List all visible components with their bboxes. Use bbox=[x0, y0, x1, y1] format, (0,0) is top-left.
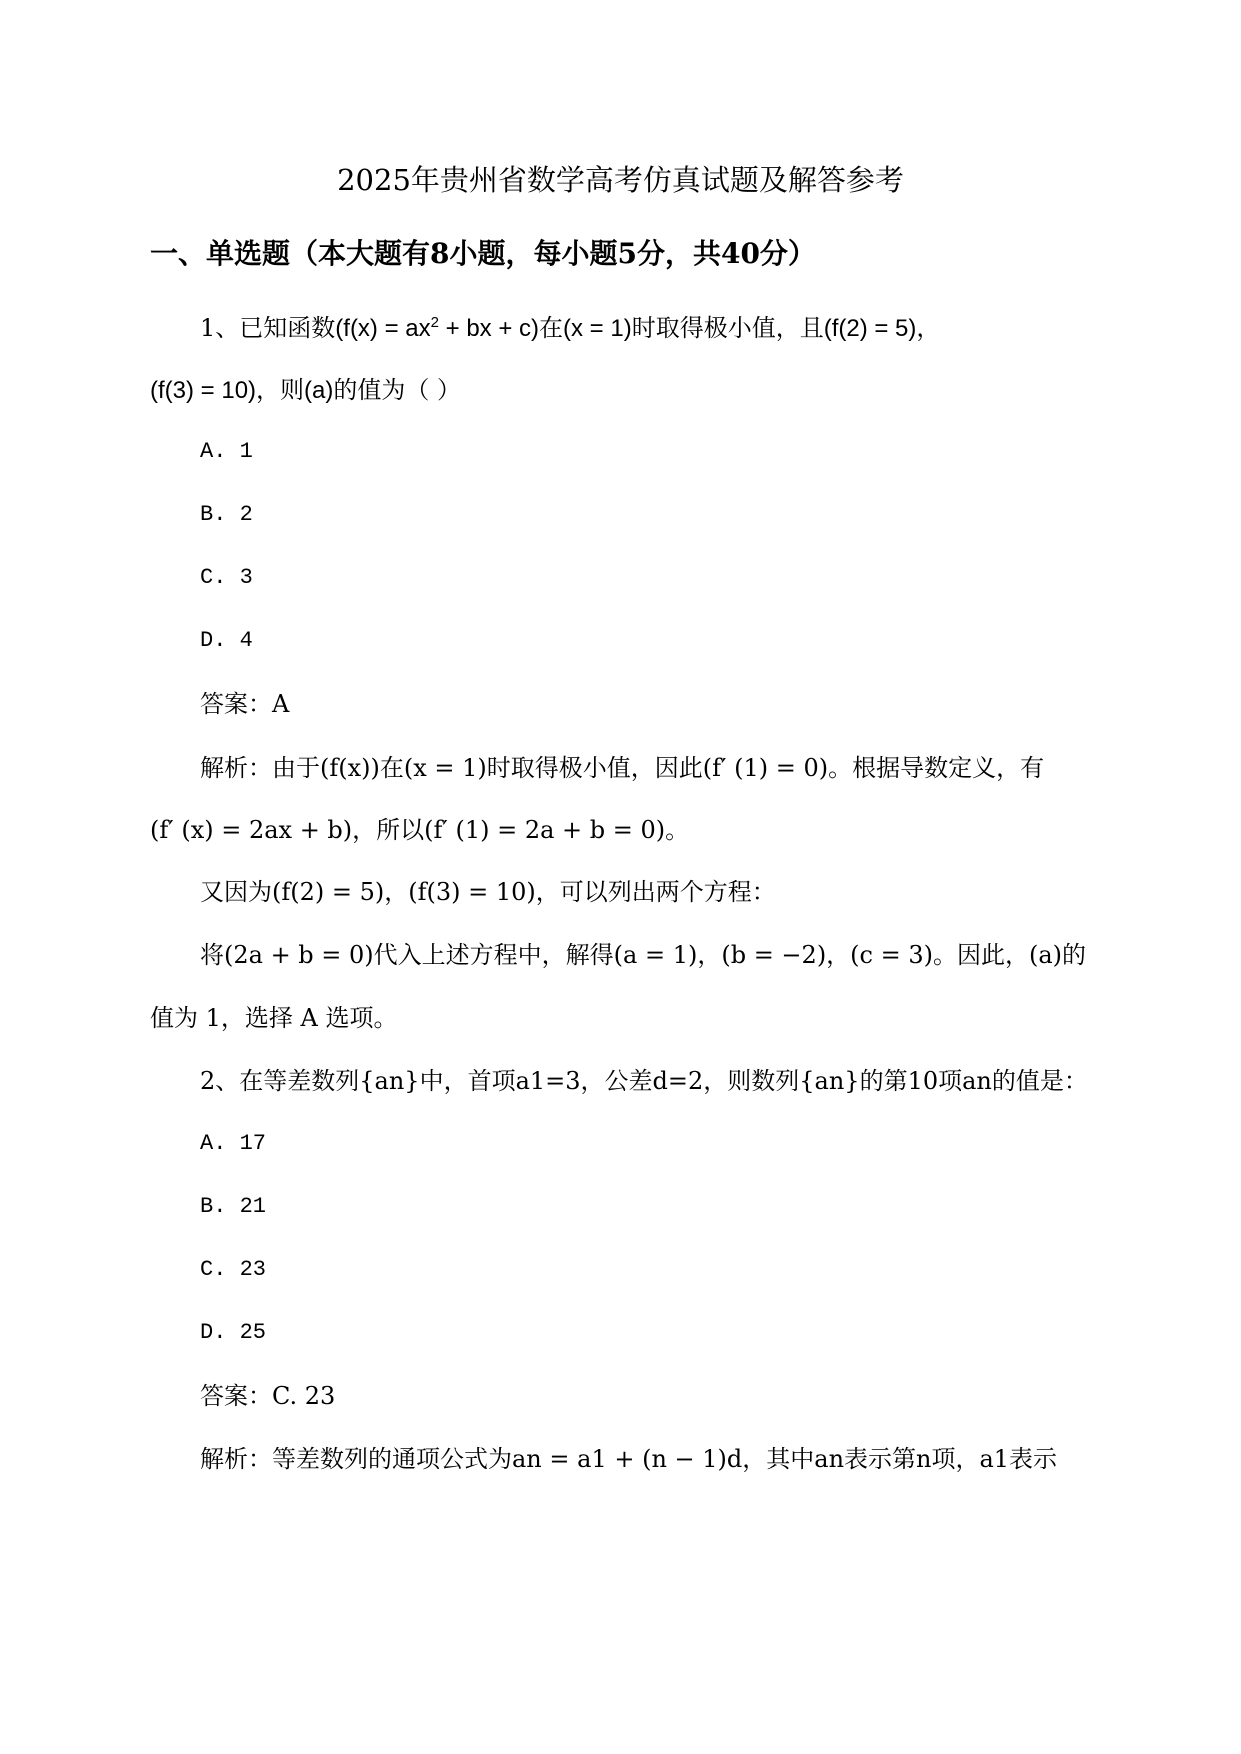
q1-f2: (f(2) = 5) bbox=[823, 315, 917, 342]
q1-stem-mid2: 时取得极小值，且 bbox=[631, 314, 824, 342]
q1-option-a: A. 1 bbox=[200, 439, 253, 464]
q2-option-c: C. 23 bbox=[200, 1257, 267, 1282]
q2-option-a: A. 17 bbox=[200, 1131, 267, 1156]
q1-comma: ， bbox=[916, 314, 941, 342]
q2-option-d: D. 25 bbox=[200, 1320, 267, 1345]
q1-analysis-line4: 将(2a + b = 0)代入上述方程中，解得(a = 1)，(b = −2)，(c = 3)。因此，(a)的 bbox=[200, 941, 1087, 969]
q1-stem-line1 bbox=[200, 310, 940, 347]
q1-stem-mid3: ，则 bbox=[256, 376, 305, 404]
q1-stem-prefix: 1、已知函数 bbox=[200, 314, 336, 342]
q1-analysis-line2: (f′ (x) = 2ax + b)，所以(f′ (1) = 2a + b = 0)。 bbox=[150, 816, 690, 844]
section-heading: 一、单选题（本大题有8小题，每小题5分，共40分） bbox=[150, 237, 816, 270]
q1-f3: (f(3) = 10) bbox=[150, 377, 257, 404]
q1-a: (a) bbox=[304, 377, 334, 404]
document-title: 2025年贵州省数学高考仿真试题及解答参考 bbox=[337, 163, 904, 197]
q1-stem-line2 bbox=[150, 372, 461, 409]
q1-answer: 答案：A bbox=[200, 690, 290, 718]
q1-option-c: C. 3 bbox=[200, 565, 253, 590]
q1-stem-mid1: 在 bbox=[539, 314, 564, 342]
q1-analysis-line5: 值为 1，选择 A 选项。 bbox=[150, 1004, 398, 1032]
q2-stem: 2、在等差数列{an}中，首项a1=3，公差d=2，则数列{an}的第10项an的值是： bbox=[200, 1067, 1088, 1095]
q2-option-b: B. 21 bbox=[200, 1194, 267, 1219]
q1-stem-end: 的值为（ ） bbox=[333, 376, 462, 404]
q1-analysis-line1: 解析：由于(f(x))在(x = 1)时取得极小值，因此(f′ (1) = 0)。根据导数定义，有 bbox=[200, 754, 1045, 782]
q1-x1: (x = 1) bbox=[563, 315, 632, 342]
q1-analysis-line3: 又因为(f(2) = 5)，(f(3) = 10)，可以列出两个方程： bbox=[200, 878, 776, 906]
q1-option-b: B. 2 bbox=[200, 502, 253, 527]
q2-analysis-line1: 解析：等差数列的通项公式为an = a1 + (n − 1)d，其中an表示第n项，a1表示 bbox=[200, 1445, 1058, 1473]
q1-func: ($f(x) = ax^2$ + bx + c) bbox=[335, 314, 540, 342]
q2-answer: 答案：C. 23 bbox=[200, 1382, 336, 1410]
q1-option-d: D. 4 bbox=[200, 628, 253, 653]
